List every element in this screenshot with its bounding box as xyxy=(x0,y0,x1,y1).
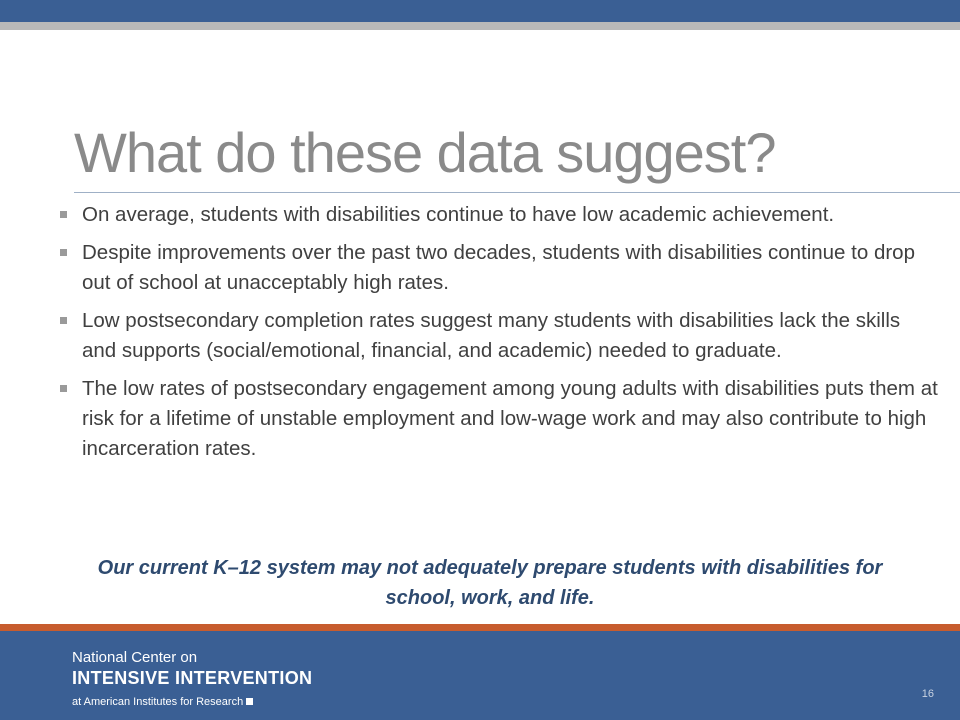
title-underline xyxy=(74,192,960,193)
bullet-item xyxy=(58,306,938,366)
page-number: 16 xyxy=(921,688,934,700)
square-bullet-icon xyxy=(60,211,67,218)
bullet-text: On average, students with disabilities continue to have low academic achievement. xyxy=(82,203,835,226)
square-bullet-icon xyxy=(60,385,67,392)
slide-title: What do these data suggest? xyxy=(74,121,776,184)
square-bullet-icon xyxy=(60,317,67,324)
footer-banner xyxy=(0,631,960,720)
conclusion-statement: Our current K–12 system may not adequately prepare students with disabilities for school, work, and life. xyxy=(97,557,883,609)
footer-accent-stripe xyxy=(0,624,960,631)
top-banner xyxy=(0,0,960,22)
logo-line-3-text: at American Institutes for Research xyxy=(72,696,244,708)
bullet-list xyxy=(58,200,938,472)
bullet-item xyxy=(58,374,938,464)
logo-line-1: National Center on xyxy=(72,649,198,666)
logo-line-2: INTENSIVE INTERVENTION xyxy=(72,668,313,688)
bullet-item xyxy=(58,200,938,230)
organization-logo xyxy=(72,649,312,711)
bullet-text: The low rates of postsecondary engagement among young adults with disabilities puts them at risk for a lifetime of unstable employment and low-wage work and may also contribute to high incarceration rates. xyxy=(82,377,938,460)
square-bullet-icon xyxy=(60,249,67,256)
logo-square-icon xyxy=(246,698,253,705)
bullet-text: Despite improvements over the past two decades, students with disabilities continue to drop out of school at unacceptably high rates. xyxy=(82,241,915,294)
bullet-text: Low postsecondary completion rates suggest many students with disabilities lack the skills and supports (social/emotional, financial, and academic) needed to graduate. xyxy=(82,309,901,362)
bullet-item xyxy=(58,238,938,298)
logo-line-3 xyxy=(72,693,312,711)
top-gray-stripe xyxy=(0,22,960,30)
